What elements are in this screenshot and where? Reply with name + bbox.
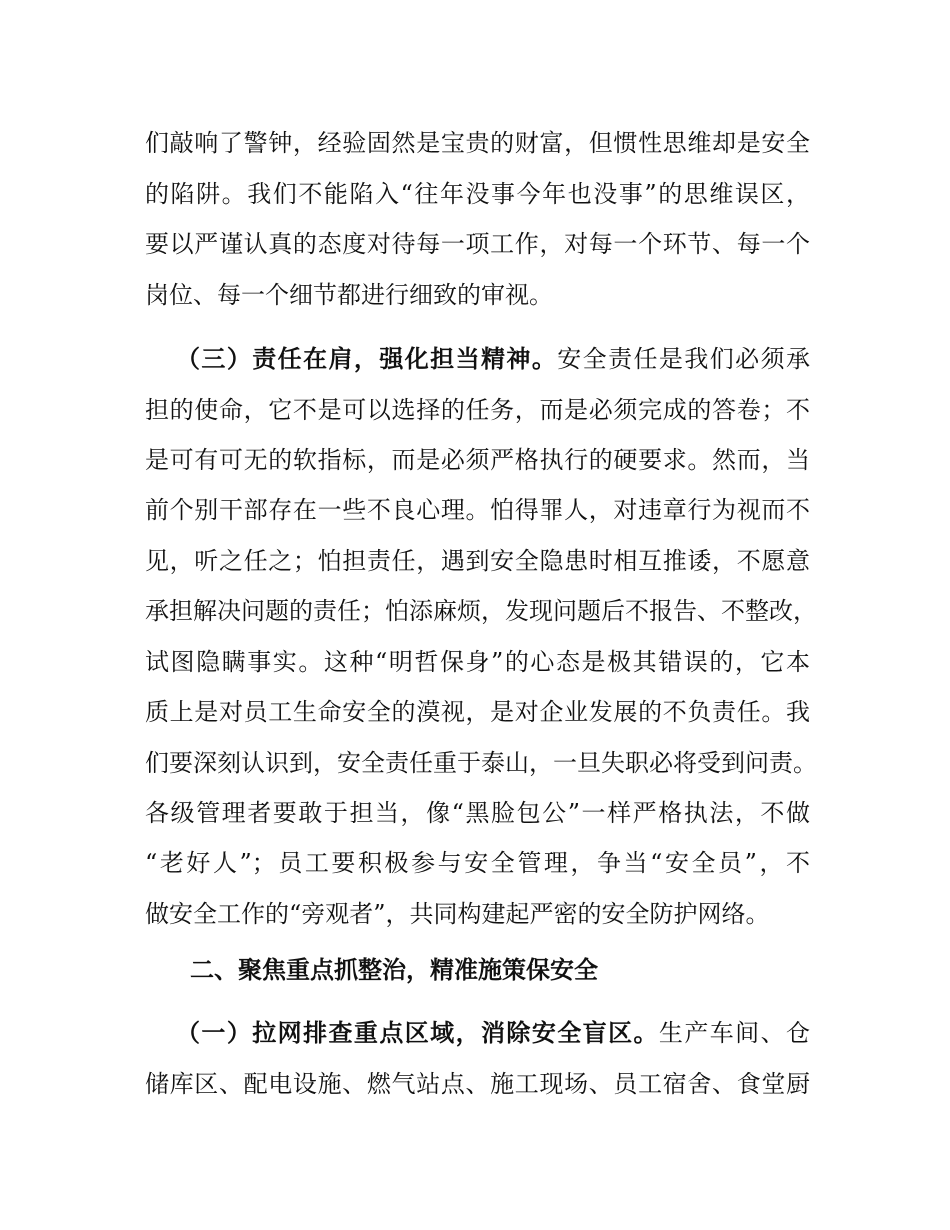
text-line: [145, 493, 810, 527]
body-text: 生产车间、仓: [658, 1019, 811, 1047]
body-text: 们要深刻认识到，安全责任重于泰山，一旦失职必将受到问责。: [145, 749, 817, 777]
text-line: [145, 126, 810, 160]
text-line: [145, 177, 810, 211]
body-text: 的陷阱。我们不能陷入“往年没事今年也没事”的思维误区，: [145, 180, 810, 208]
bold-subheading: （三）责任在肩，强化担当精神。: [176, 345, 558, 373]
text-line: [145, 544, 810, 578]
text-line: [145, 393, 810, 427]
text-line: [145, 227, 810, 261]
section-heading: [190, 953, 598, 987]
text-line: [145, 645, 810, 679]
body-text: “老好人”；员工要积极参与安全管理，争当“安全员”，不: [145, 849, 810, 877]
heading-text: 二、聚焦重点抓整治，精准施策保安全: [190, 956, 598, 984]
body-text: 见，听之任之；怕担责任，遇到安全隐患时相互推诿，不愿意: [145, 547, 810, 575]
text-line: [145, 897, 810, 931]
body-text: 承担解决问题的责任；怕添麻烦，发现问题后不报告、不整改，: [145, 597, 817, 625]
text-line: [145, 846, 810, 880]
text-line: [145, 796, 810, 830]
text-line: [176, 1016, 810, 1050]
body-text: 试图隐瞒事实。这种“明哲保身”的心态是极其错误的，它本: [145, 648, 810, 676]
text-line: [176, 342, 810, 376]
body-text: 安全责任是我们必须承: [557, 345, 810, 373]
body-text: 岗位、每一个细节都进行细致的审视。: [145, 281, 553, 309]
body-text: 前个别干部存在一些不良心理。怕得罪人，对违章行为视而不: [145, 496, 810, 524]
body-text: 储库区、配电设施、燃气站点、施工现场、员工宿舍、食堂厨: [145, 1070, 810, 1098]
body-text: 各级管理者要敢于担当，像“黑脸包公”一样严格执法，不做: [145, 799, 810, 827]
body-text: 担的使命，它不是可以选择的任务，而是必须完成的答卷；不: [145, 396, 810, 424]
body-text: 做安全工作的“旁观者”，共同构建起严密的安全防护网络。: [145, 900, 770, 928]
text-line: [145, 746, 817, 780]
body-text: 质上是对员工生命安全的漠视，是对企业发展的不负责任。我: [145, 698, 810, 726]
body-text: 们敲响了警钟，经验固然是宝贵的财富，但惯性思维却是安全: [145, 129, 810, 157]
text-line: [145, 594, 817, 628]
text-line: [145, 278, 810, 312]
text-line: [145, 695, 810, 729]
text-line: [145, 1067, 810, 1101]
text-line: [145, 443, 810, 477]
body-text: 是可有可无的软指标，而是必须严格执行的硬要求。然而，当: [145, 446, 810, 474]
bold-subheading: （一）拉网排查重点区域，消除安全盲区。: [176, 1019, 659, 1047]
body-text: 要以严谨认真的态度对待每一项工作，对每一个环节、每一个: [145, 230, 810, 258]
